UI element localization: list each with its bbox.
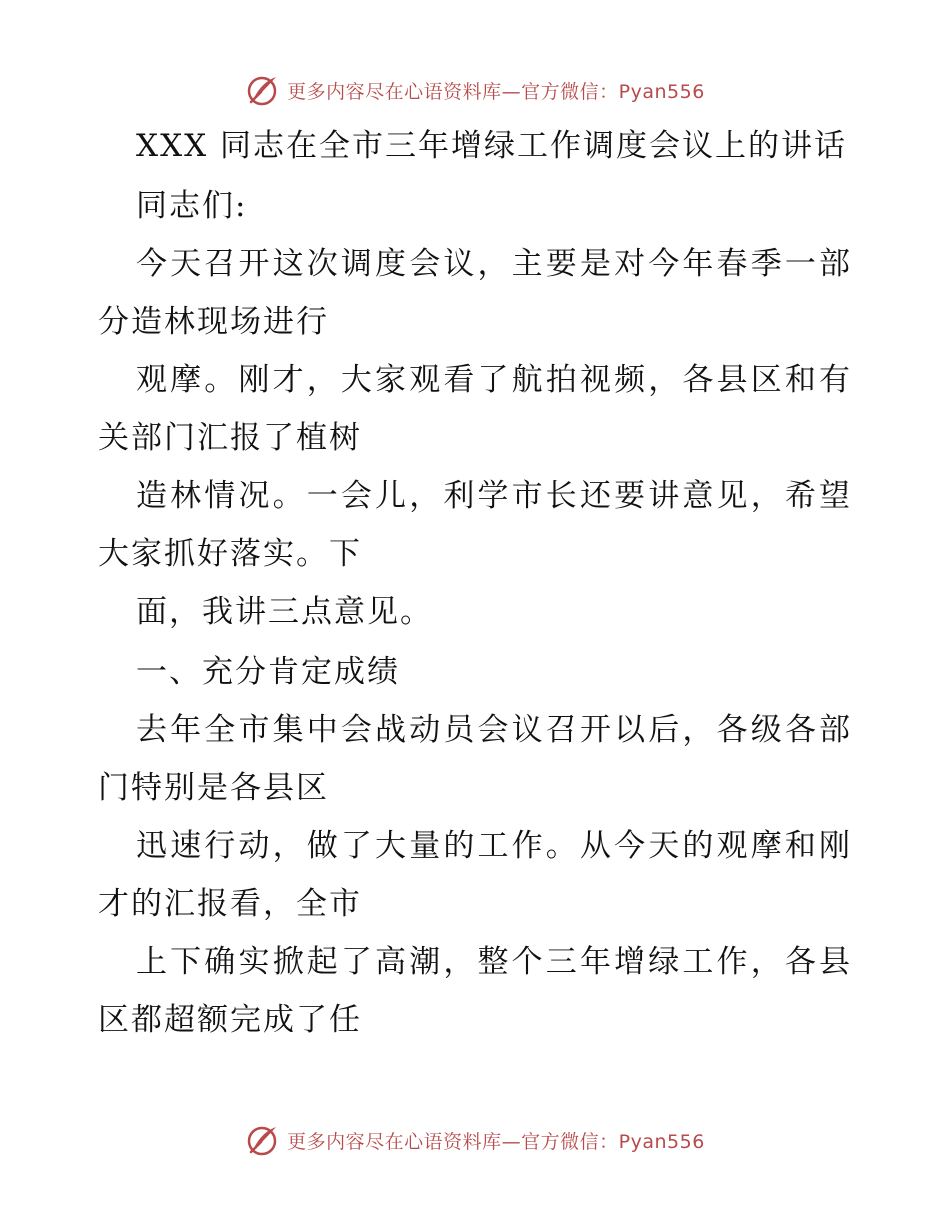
body-line: 面，我讲三点意见。 bbox=[136, 594, 433, 630]
body-line: 去年全市集中会战动员会议召开以后，各级各部 bbox=[136, 712, 852, 748]
body-line: 才的汇报看，全市 bbox=[98, 886, 362, 922]
body-line: 迅速行动，做了大量的工作。从今天的观摩和刚 bbox=[136, 828, 852, 864]
salutation-line: 同志们: bbox=[136, 188, 248, 224]
footer-watermark bbox=[0, 1120, 950, 1160]
body-line: 今天召开这次调度会议，主要是对今年春季一部 bbox=[136, 246, 852, 282]
body-line: 大家抓好落实。下 bbox=[98, 536, 362, 572]
body-line: 观摩。刚才，大家观看了航拍视频，各县区和有 bbox=[136, 362, 852, 398]
body-line: 分造林现场进行 bbox=[98, 304, 329, 340]
body-line: 关部门汇报了植树 bbox=[98, 420, 362, 456]
watermark-text: 更多内容尽在心语资料库—官方微信：Pyan556 bbox=[287, 1130, 705, 1153]
body-line: 门特别是各县区 bbox=[98, 770, 329, 806]
section-heading: 一、充分肯定成绩 bbox=[136, 654, 400, 690]
watermark-text: 更多内容尽在心语资料库—官方微信：Pyan556 bbox=[287, 80, 705, 103]
body-line: 区都超额完成了任 bbox=[98, 1002, 362, 1038]
body-line: 造林情况。一会儿，利学市长还要讲意见，希望 bbox=[136, 478, 852, 514]
body-line: 上下确实掀起了高潮，整个三年增绿工作，各县 bbox=[136, 944, 852, 980]
quill-logo-icon bbox=[245, 1122, 281, 1158]
document-title: XXX 同志在全市三年增绿工作调度会议上的讲话 bbox=[136, 128, 848, 164]
